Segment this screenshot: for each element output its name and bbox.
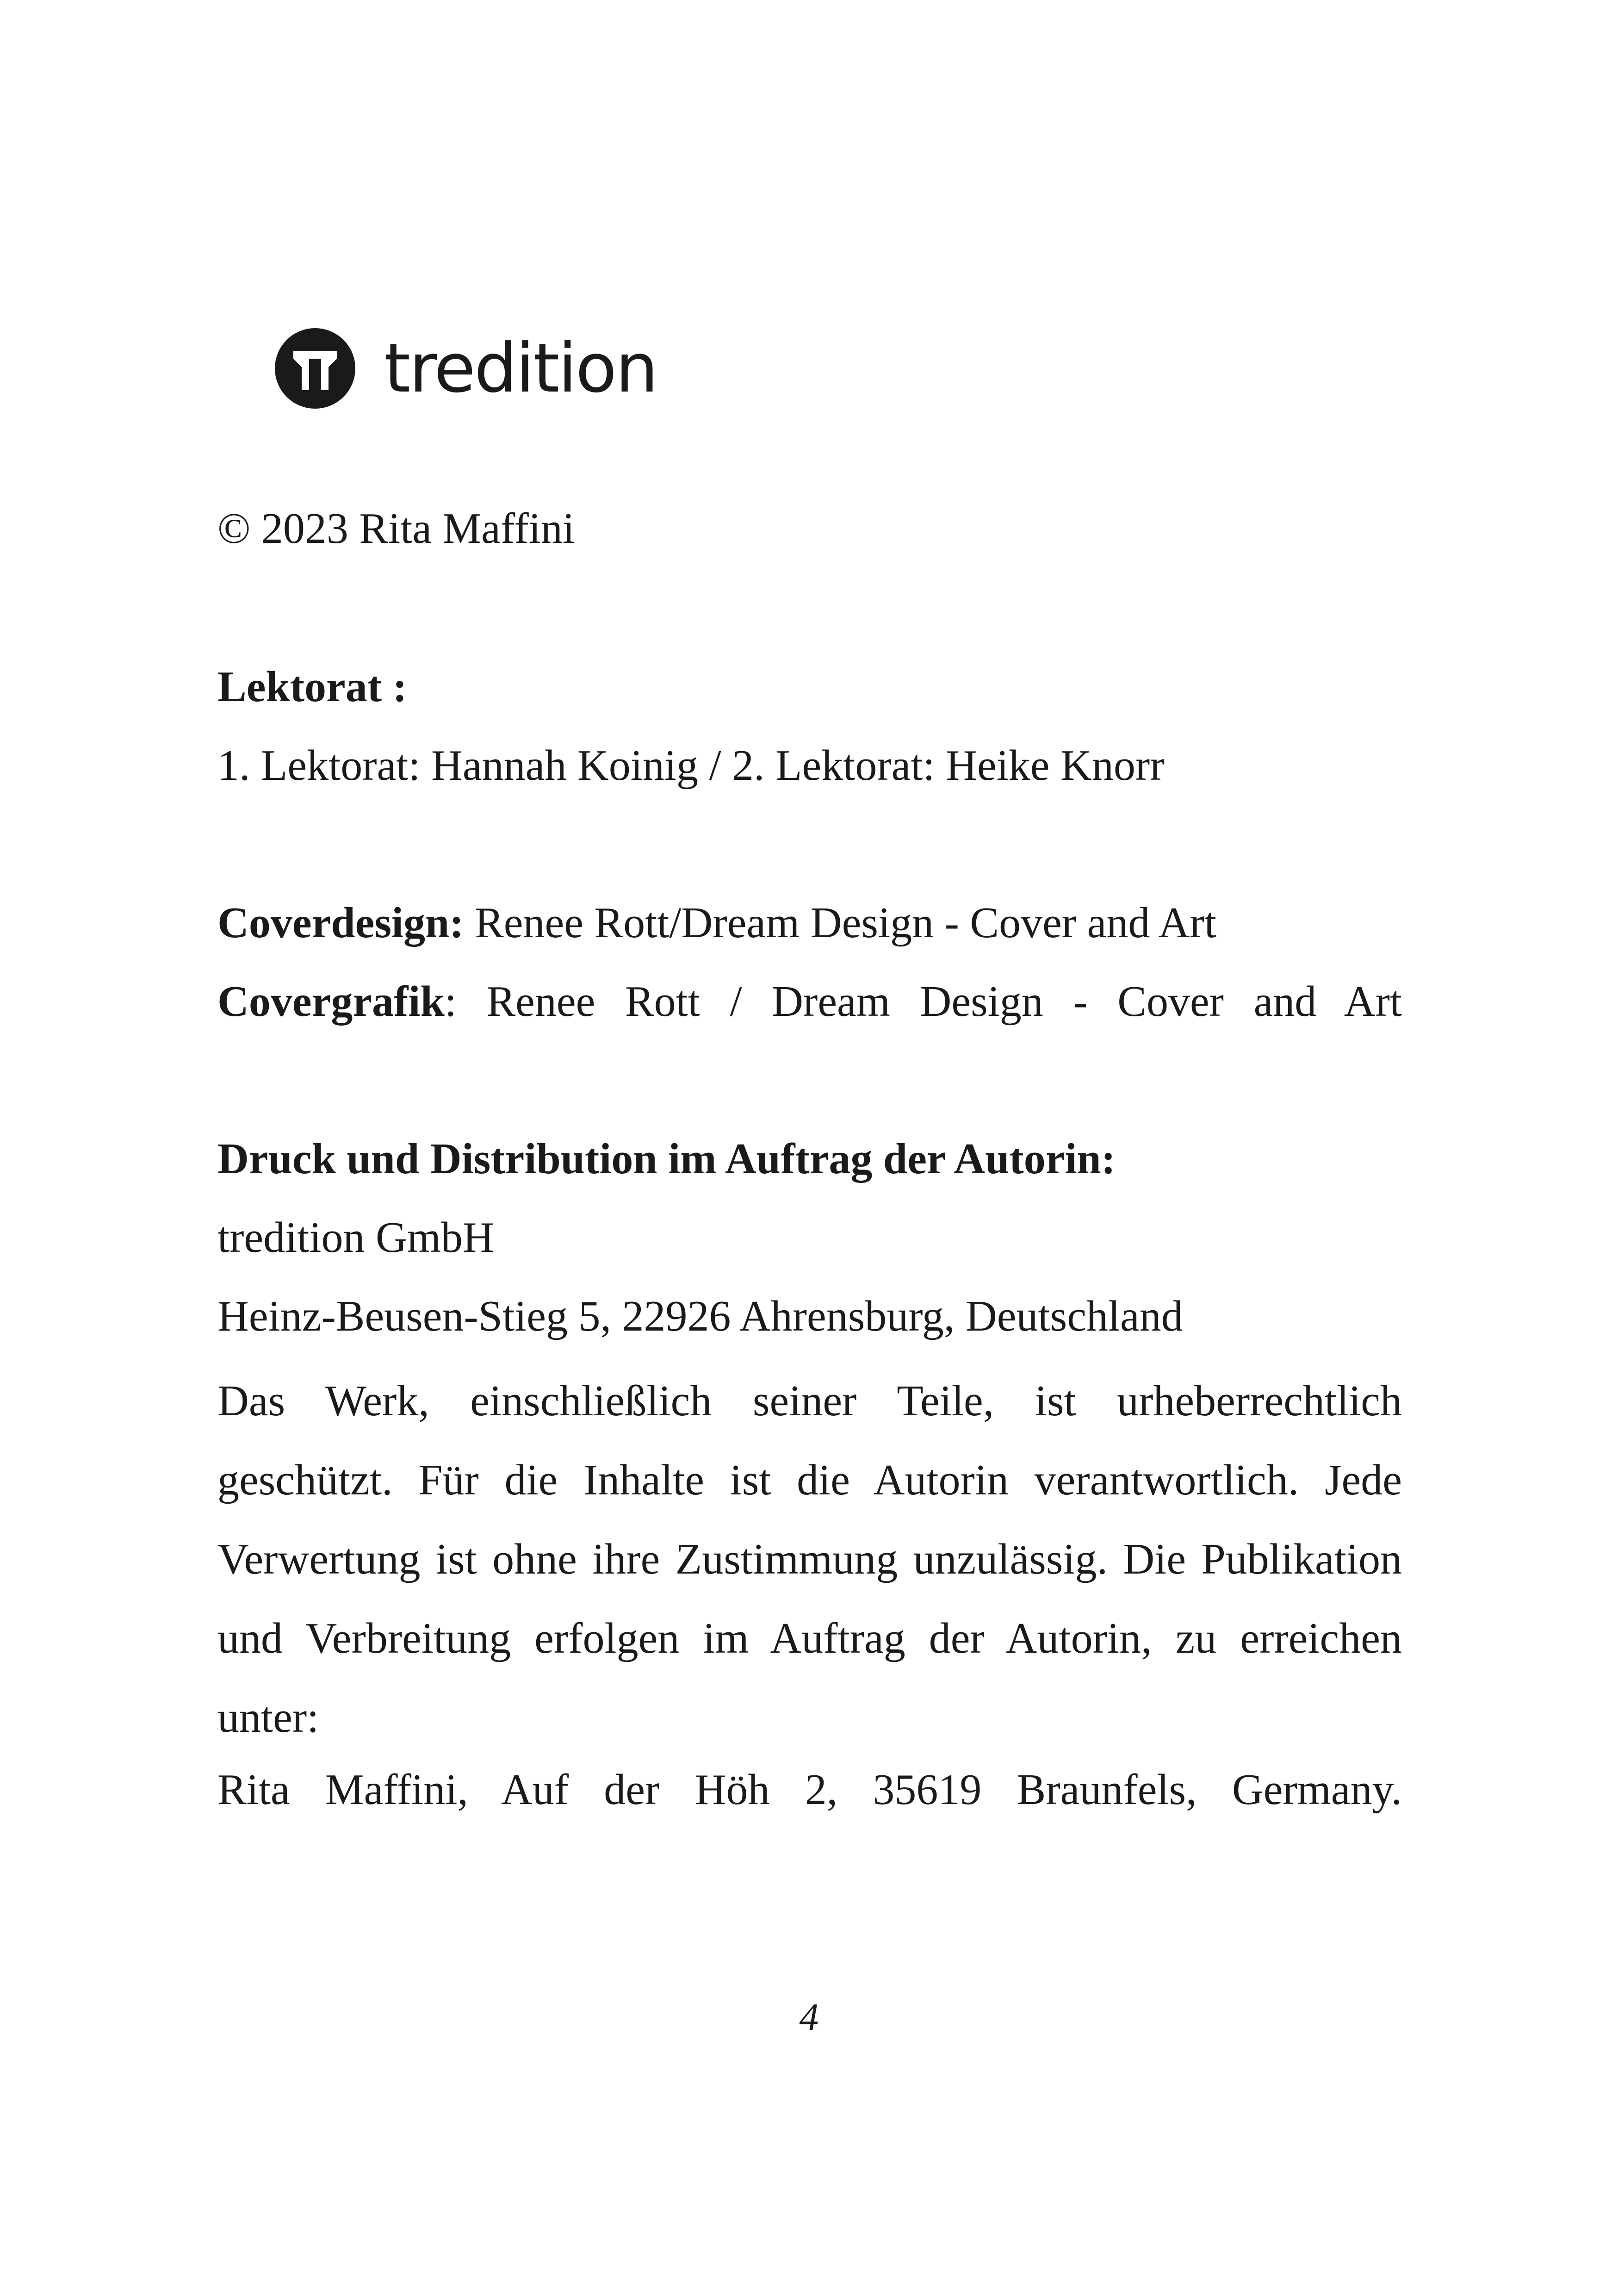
lektorat-heading-text: Lektorat : xyxy=(217,663,407,711)
lektorat-heading xyxy=(217,661,1402,713)
publisher-logo xyxy=(275,327,657,410)
distribution-heading xyxy=(217,1133,1402,1185)
coverdesign-label: Coverdesign: xyxy=(217,899,464,947)
covergrafik-value: : Renee Rott / Dream Design - Cover and Art xyxy=(444,977,1402,1026)
coverdesign-value: Renee Rott/Dream Design - Cover and Art xyxy=(464,899,1216,947)
copyright-line: © 2023 Rita Maffini xyxy=(217,504,575,553)
coverdesign-line xyxy=(217,897,1402,949)
tredition-logo-icon xyxy=(275,328,355,409)
lektorat-names: 1. Lektorat: Hannah Koinig / 2. Lektorat: Heike Knorr xyxy=(217,741,1165,790)
publisher-address: Heinz-Beusen-Stieg 5, 22926 Ahrensburg, Deutschland xyxy=(217,1292,1183,1340)
page-number: 4 xyxy=(799,1996,819,2039)
distribution-heading-text: Druck und Distribution im Auftrag der Autorin: xyxy=(217,1135,1116,1183)
logo-wordmark: tredition xyxy=(384,329,657,408)
covergrafik-line xyxy=(217,976,1402,1028)
covergrafik-label: Covergrafik xyxy=(217,977,445,1026)
author-address: Rita Maffini, Auf der Höh 2, 35619 Braunfels, Germany. xyxy=(217,1766,1402,1814)
publisher-name: tredition GmbH xyxy=(217,1213,494,1262)
copyright-notice: Das Werk, einschließlich seiner Teile, ist urheberrechtlich geschützt. Für die Inhalte ist die Autorin verantwortlich. Jede Verwertung ist ohne ihre Zustimmung unzulässig. Die Publikation und Verbreitung erfolgen im Auftrag der Autorin, zu erreichen unter: xyxy=(217,1377,1402,1742)
